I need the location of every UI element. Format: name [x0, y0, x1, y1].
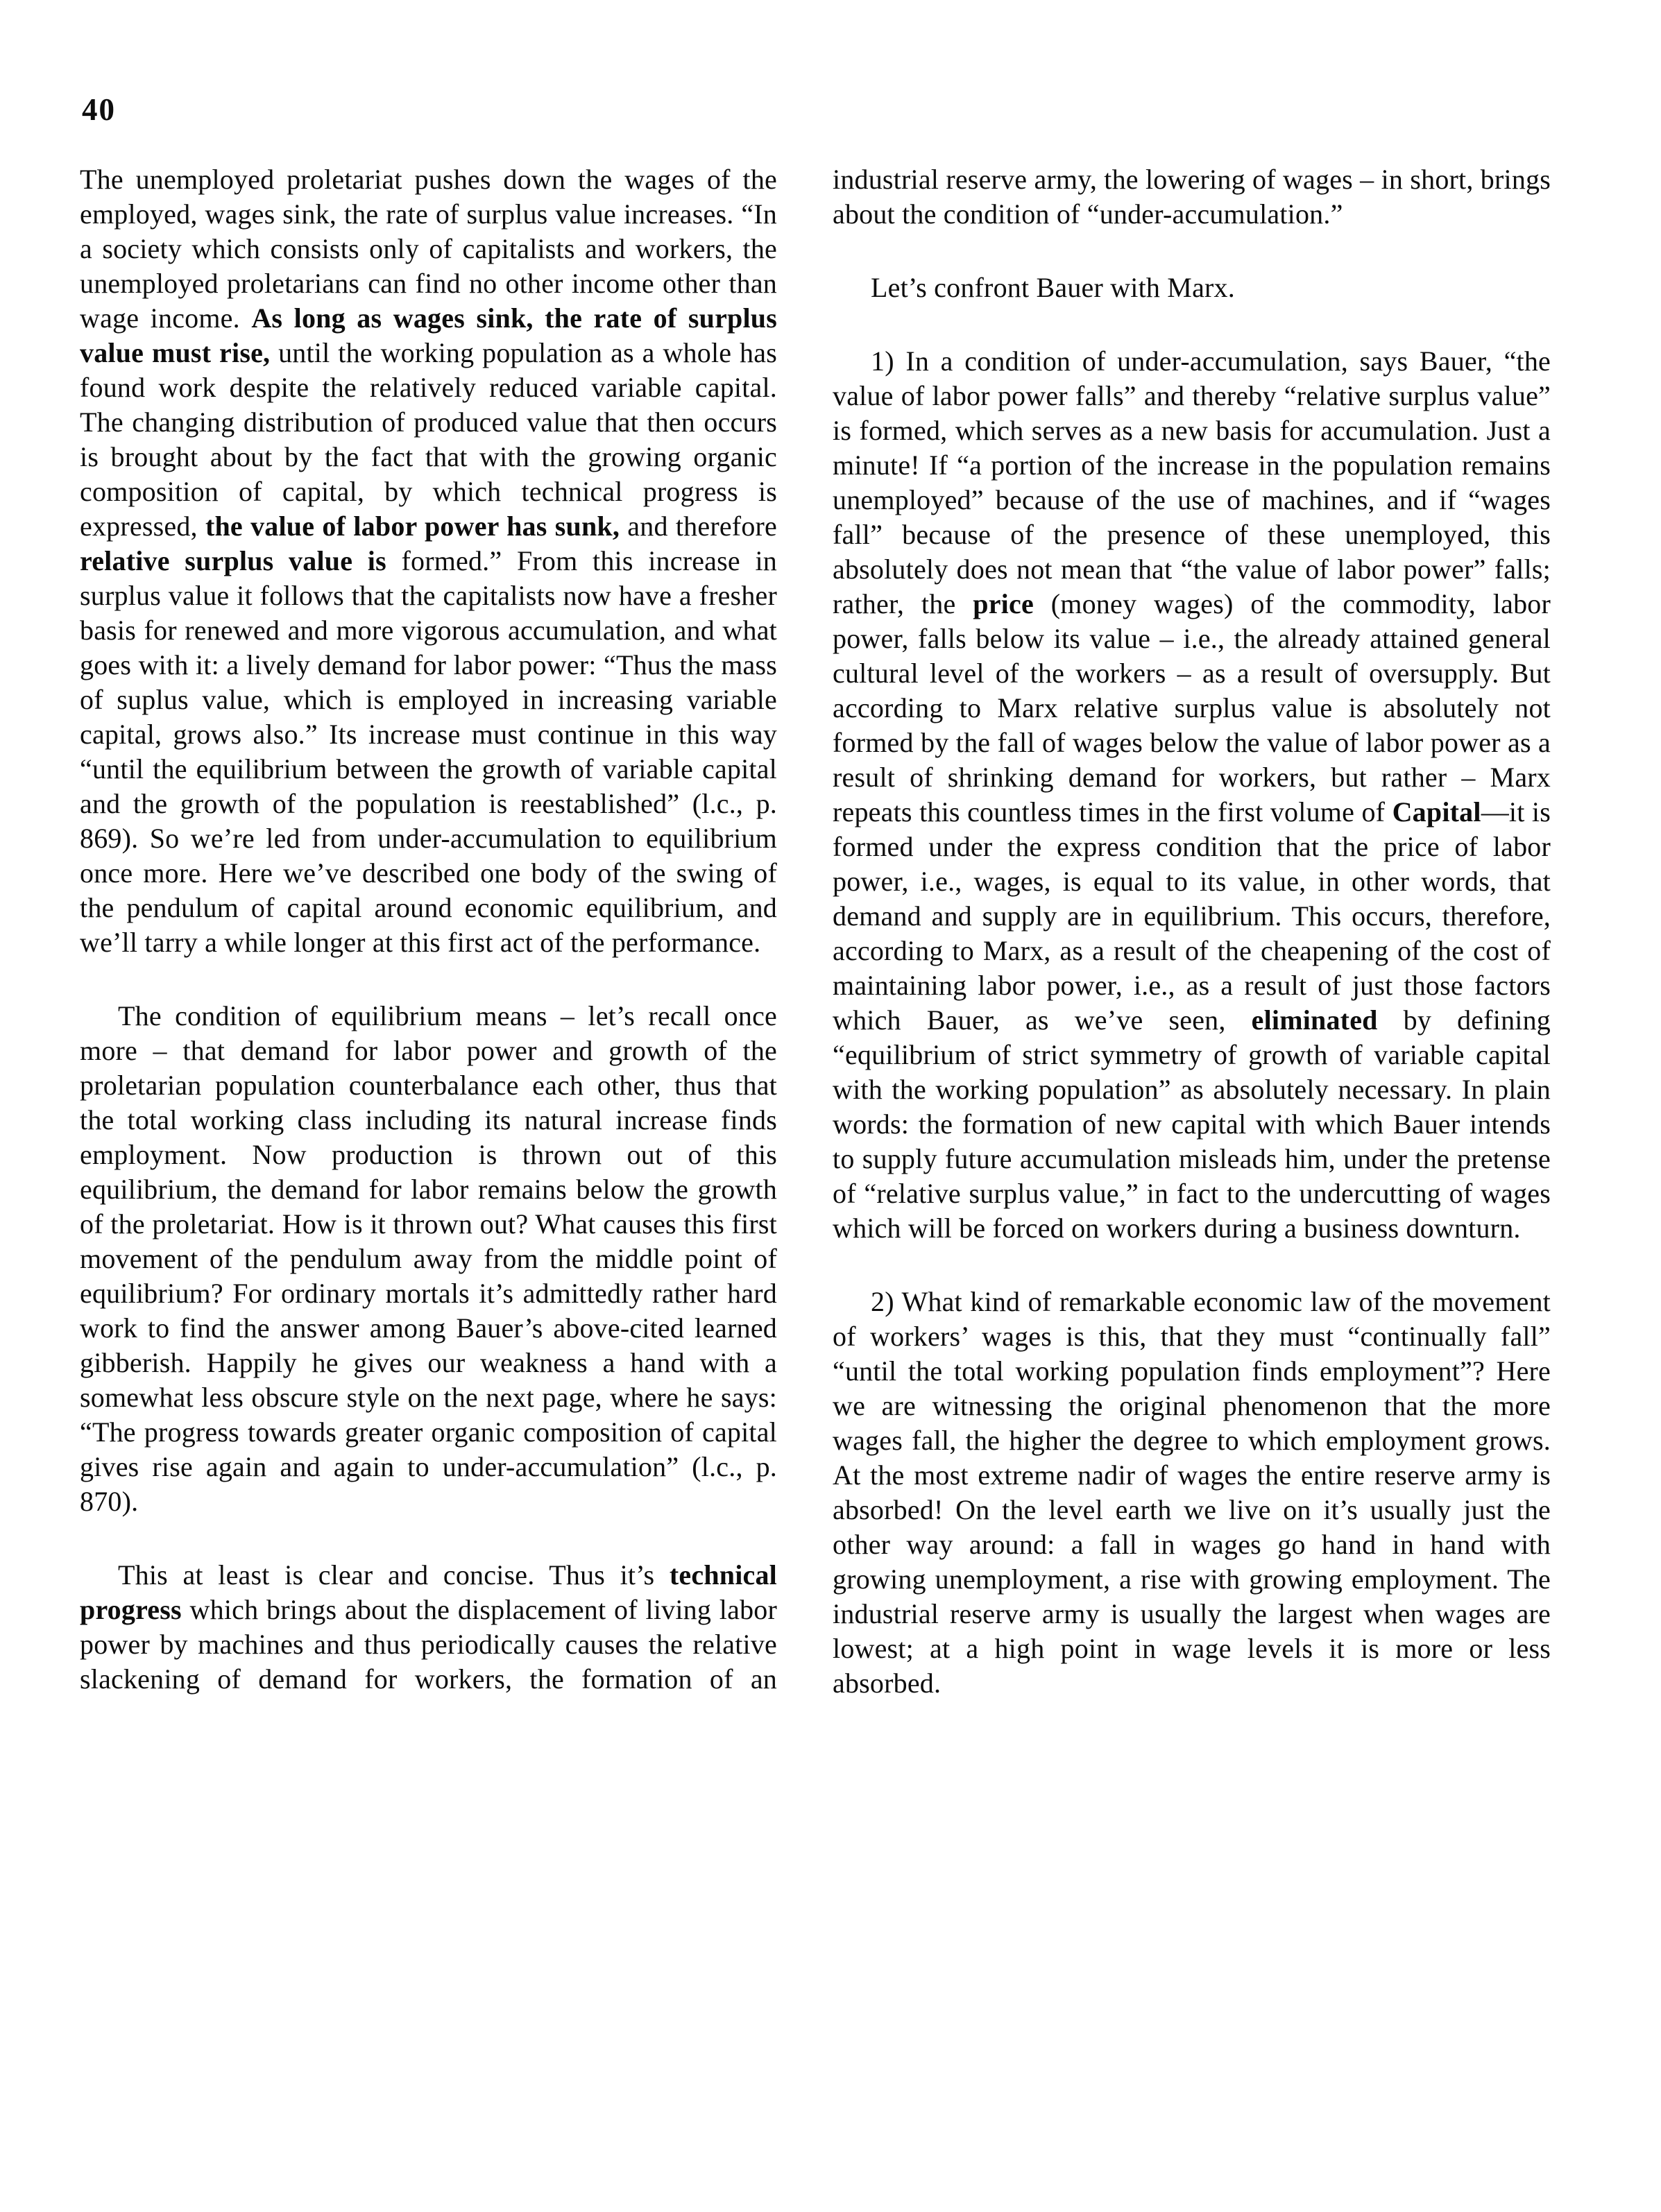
text-run: (money wages) of the commodity, labor power, falls below its value – i.e., the already attained general cultural level of the workers – as a result of oversupply. But according to Marx relative surplus value is absolutely not formed by the fall of wages below the value of labor power as a result of shrinking demand for workers, but rather – Marx repeats this countless times in the first volume of: [833, 588, 1551, 828]
bold-text-run: eliminated: [1251, 1004, 1378, 1036]
bold-text-run: price: [973, 588, 1034, 619]
bold-text-run: Capital: [1392, 796, 1481, 828]
text-run: —it is formed under the express condition that the price of labor power, i.e., wages, is equal to its value, in other words, that demand and supply are in equilibrium. This occurs, therefore, according to Marx, as a result of the cheapening of the cost of maintaining labor power, i.e., as a result of just those factors which Bauer, as we’ve seen,: [833, 796, 1551, 1036]
text-run: Let’s confront Bauer with Marx.: [871, 272, 1235, 303]
paragraph: [833, 1285, 1551, 1701]
text-columns: [80, 162, 1551, 1740]
paragraph: [833, 162, 1551, 232]
text-run: industrial reserve army, the lowering of wages – in short, brings about the condition of “under-accumulation.”: [833, 164, 1551, 230]
page-number: 40: [82, 92, 116, 127]
bold-text-run: the value of labor power has sunk,: [205, 511, 620, 542]
paragraph: [80, 999, 777, 1519]
paragraph: [80, 1558, 777, 1697]
text-run: 2) What kind of remarkable economic law of the movement of workers’ wages is this, that they must “continually fall” “until the total working population finds employment”? Here we are witnessing the original phenomenon that the more wages fall, the higher the degree to which employment grows. At the most extreme nadir of wages the entire reserve army is absorbed! On the level earth we live on it’s usually just the other way around: a fall in wages go hand in hand with growing unemployment, a rise with growing employment. The industrial reserve army is usually the largest when wages are lowest; at a high point in wage levels it is more or less absorbed.: [833, 1286, 1551, 1699]
bold-text-run: relative surplus value is: [80, 545, 386, 576]
text-run: until the working population as a whole has found work despite the relatively reduced variable capital. The changing distribution of produced value that then occurs is brought about by the fact that with the growing organic composition of capital, by which technical progress is expressed,: [80, 337, 777, 542]
right-column: [833, 162, 1551, 1740]
bold-text-run: technical progress: [80, 1559, 777, 1625]
paragraph: [833, 271, 1551, 305]
text-run: The unemployed proletariat pushes down the wages of the employed, wages sink, the rate of surplus value increases. “In a society which consists only of capitalists and workers, the unemployed proletarians can find no other income other than wage income.: [80, 164, 777, 334]
text-run: This at least is clear and concise. Thus it’s: [118, 1559, 670, 1591]
text-run: and therefore: [620, 511, 777, 542]
left-column: [80, 162, 777, 1740]
text-run: which brings about the displacement of living labor power by machines and thus periodically causes the relative slackening of demand for workers, the formation of an: [80, 1594, 777, 1695]
text-run: formed.” From this increase in surplus value it follows that the capitalists now have a fresher basis for renewed and more vigorous accumulation, and what goes with it: a lively demand for labor power: “Thus the mass of suplus value, which is employed in increasing variable capital, grows also.” Its increase must continue in this way “until the equilibrium between the growth of variable capital and the growth of the population is reestablished” (l.c., p. 869). So we’re led from under-accumulation to equilibrium once more. Here we’ve described one body of the swing of the pendulum of capital around economic equilibrium, and we’ll tarry a while longer at this first act of the performance.: [80, 545, 777, 958]
text-run: The condition of equilibrium means – let’s recall once more – that demand for labor power and growth of the proletarian population counterbalance each other, thus that the total working class including its natural increase finds employment. Now production is thrown out of this equilibrium, the demand for labor remains below the growth of the proletariat. How is it thrown out? What causes this first movement of the pendulum away from the middle point of equilibrium? For ordinary mortals it’s admittedly rather hard work to find the answer among Bauer’s above-cited learned gibberish. Happily he gives our weakness a hand with a somewhat less obscure style on the next page, where he says: “The progress towards greater organic composition of capital gives rise again and again to under-accumulation” (l.c., p. 870).: [80, 1000, 777, 1517]
paragraph: [80, 162, 777, 960]
paragraph: [833, 344, 1551, 1246]
text-run: 1) In a condition of under-accumulation, says Bauer, “the value of labor power falls” and thereby “relative surplus value” is formed, which serves as a new basis for accumulation. Just a minute! If “a portion of the increase in the population remains unemployed” because of the use of machines, and if “wages fall” because of the presence of these unemployed, this absolutely does not mean that “the value of labor power” falls; rather, the: [833, 345, 1551, 619]
text-run: by defining “equilibrium of strict symmetry of growth of variable capital with the working population” as absolutely necessary. In plain words: the formation of new capital with which Bauer intends to supply future accumulation misleads him, under the pretense of “relative surplus value,” in fact to the undercutting of wages which will be forced on workers during a business downturn.: [833, 1004, 1551, 1244]
bold-text-run: As long as wages sink, the rate of surplus value must rise,: [80, 302, 777, 368]
